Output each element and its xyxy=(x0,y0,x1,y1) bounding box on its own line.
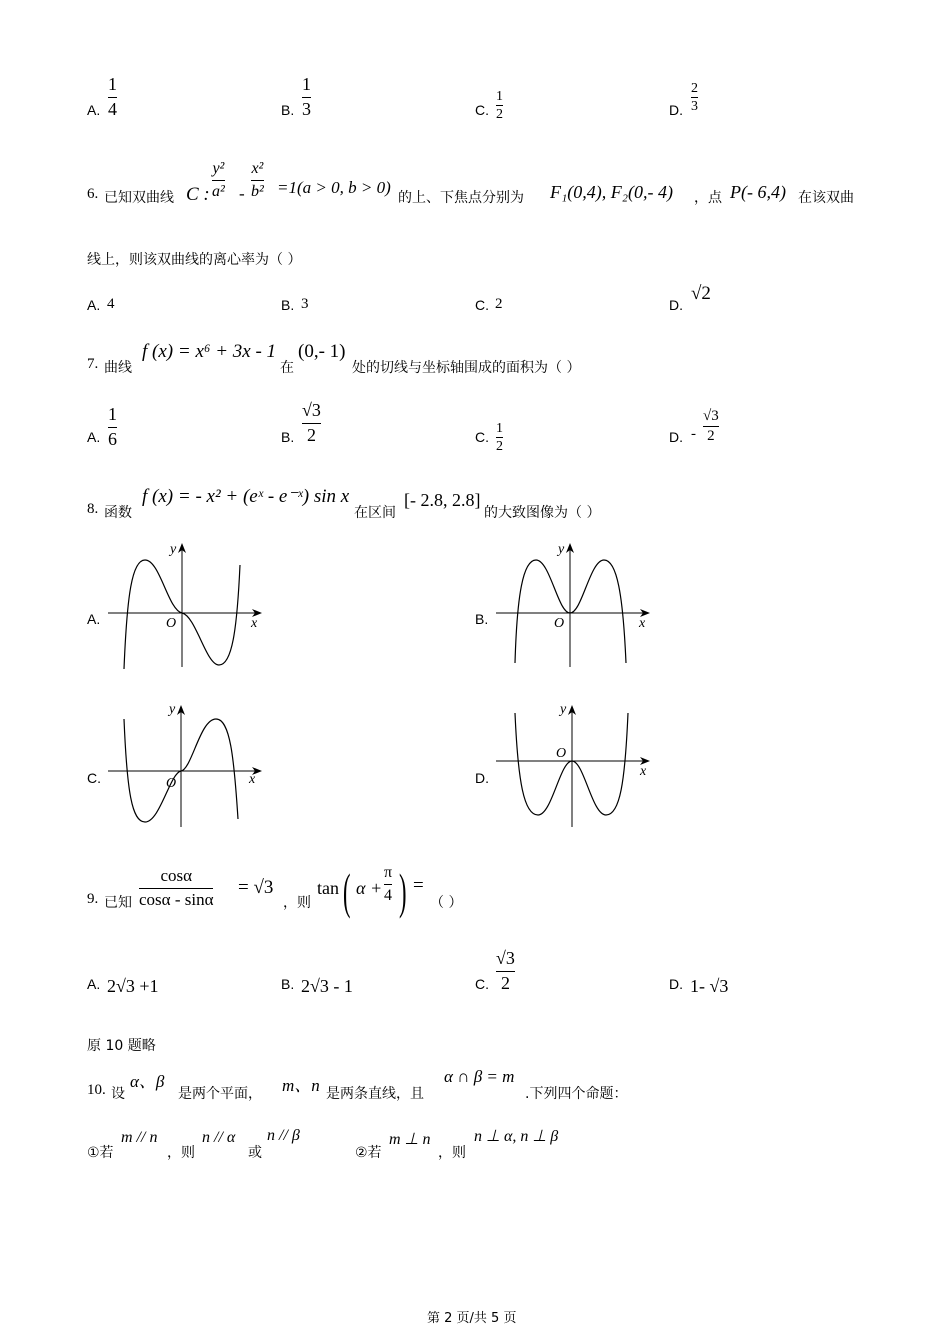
q9-option-b-label: B. xyxy=(281,976,295,992)
q6-option-b-label: B. xyxy=(281,297,295,313)
q10-planes: α、β xyxy=(130,1072,165,1091)
q10-p1-result-1: n // α xyxy=(202,1129,236,1146)
q7-number: 7. xyxy=(87,356,99,372)
q5-option-a-label: A. xyxy=(87,102,101,118)
q10-proposition-1-prefix: ①若 xyxy=(87,1145,114,1161)
q7-c-denominator: 2 xyxy=(496,439,503,455)
axis-y-label: y xyxy=(170,542,177,557)
q6-frac2-numerator: x² xyxy=(251,160,264,177)
origin-label: O xyxy=(166,616,177,631)
q9-pi-denominator: 4 xyxy=(384,886,393,904)
q6-intro: 已知双曲线 xyxy=(104,190,174,206)
q9-then: ，则 xyxy=(283,895,311,911)
q10-intersection: α ∩ β = m xyxy=(444,1067,515,1086)
q9-c-numerator: √3 xyxy=(496,948,515,968)
q7-a-numerator: 1 xyxy=(108,404,117,424)
origin-label: O xyxy=(556,746,567,761)
q7-option-c-fraction xyxy=(496,421,503,455)
q6-text-foci: 的上、下焦点分别为 xyxy=(398,190,524,206)
q7-option-a-fraction xyxy=(108,405,117,450)
q9-option-a-label: A. xyxy=(87,976,101,992)
q8-graph-d xyxy=(488,697,658,837)
axis-x-label: x xyxy=(639,616,646,631)
q9-option-c-fraction xyxy=(496,949,515,994)
q6-number: 6. xyxy=(87,186,99,202)
q5-option-b-label: B. xyxy=(281,102,295,118)
q6-point: P(- 6,4) xyxy=(730,182,786,202)
q6-fraction-x xyxy=(251,160,264,200)
q8-graph-a-label: A. xyxy=(87,611,101,627)
q6-option-b-value: 3 xyxy=(301,296,309,312)
q5-option-b-fraction xyxy=(302,75,311,120)
q9-pi-numerator: π xyxy=(384,864,393,881)
axis-x-label: x xyxy=(249,772,256,787)
q9-equals: = xyxy=(413,875,424,896)
q9-c-denominator: 2 xyxy=(500,972,510,993)
q8-interval-text: 在区间 xyxy=(354,505,396,521)
q5-a-denominator: 4 xyxy=(108,98,117,119)
q10-lines: m、n xyxy=(282,1076,320,1095)
q7-a-denominator: 6 xyxy=(108,428,117,449)
q9-tan: tan xyxy=(317,878,339,898)
q9-intro: 已知 xyxy=(104,895,132,911)
q9-option-a-value: 2√3 +1 xyxy=(107,976,159,996)
q7-function: f (x) = x⁶ + 3x - 1 xyxy=(142,341,277,362)
q8-number: 8. xyxy=(87,501,99,517)
q5-option-d-fraction xyxy=(691,81,698,115)
q6-option-c-label: C. xyxy=(475,297,489,313)
q6-curve-name: C : xyxy=(186,184,210,205)
q6-question-line2: 线上，则该双曲线的离心率为（ ） xyxy=(87,252,302,268)
q6-option-a-value: 4 xyxy=(107,296,115,312)
q6-option-c-value: 2 xyxy=(495,296,503,312)
q9-numerator: cosα xyxy=(160,866,193,885)
q10-p1-or: 或 xyxy=(248,1145,262,1161)
q8-graph-c-label: C. xyxy=(87,770,101,786)
q7-option-b-label: B. xyxy=(281,429,295,445)
q10-p2-result: n ⊥ α, n ⊥ β xyxy=(474,1128,559,1145)
q6-option-d-label: D. xyxy=(669,297,683,313)
q7-c-numerator: 1 xyxy=(496,421,503,436)
axis-y-label: y xyxy=(169,702,176,717)
q10-intro: 设 xyxy=(111,1086,125,1102)
q9-alpha-plus: α + xyxy=(356,878,383,898)
q5-b-numerator: 1 xyxy=(302,74,311,94)
q6-option-a-label: A. xyxy=(87,297,101,313)
origin-label: O xyxy=(554,616,565,631)
axis-y-label: y xyxy=(558,542,565,557)
q8-text-end: 的大致图像为（ ） xyxy=(484,505,601,521)
q6-frac1-numerator: y² xyxy=(212,160,225,177)
q6-foci: F₁(0,4), F₂(0,- 4) xyxy=(550,182,673,202)
q8-graph-a xyxy=(100,535,270,675)
q7-at: 在 xyxy=(280,360,294,376)
q7-point: (0,- 1) xyxy=(298,341,346,362)
q9-denominator: cosα - sinα xyxy=(139,889,214,909)
q6-minus: - xyxy=(239,184,245,203)
q10-omitted-note: 原 10 题略 xyxy=(87,1038,156,1054)
q7-option-b-fraction xyxy=(302,401,321,446)
q5-c-denominator: 2 xyxy=(496,107,503,123)
q9-answer-paren: （ ） xyxy=(430,895,463,911)
q10-p1-condition: m // n xyxy=(121,1129,158,1146)
q6-text-end: 在该双曲 xyxy=(798,190,854,206)
axis-y-label: y xyxy=(560,702,567,717)
q10-p1-then: ，则 xyxy=(167,1145,195,1161)
q10-number: 10. xyxy=(87,1082,106,1098)
q10-p2-then: ，则 xyxy=(438,1145,466,1161)
q7-b-denominator: 2 xyxy=(306,424,316,445)
q5-a-numerator: 1 xyxy=(108,74,117,94)
q7-intro: 曲线 xyxy=(104,360,132,376)
q7-option-a-label: A. xyxy=(87,429,101,445)
q10-proposition-2-prefix: ②若 xyxy=(355,1145,382,1161)
q9-fraction xyxy=(139,867,213,909)
q7-option-d-sign: - xyxy=(691,426,696,442)
q5-option-c-label: C. xyxy=(475,102,489,118)
axis-x-label: x xyxy=(251,616,258,631)
q6-fraction-y xyxy=(212,160,225,200)
axis-x-label: x xyxy=(640,764,647,779)
q7-option-c-label: C. xyxy=(475,429,489,445)
q6-option-d-value: √2 xyxy=(691,283,711,304)
q5-d-denominator: 3 xyxy=(691,99,698,115)
q9-equals-root3: = √3 xyxy=(238,877,274,898)
q7-d-denominator: 2 xyxy=(707,427,715,444)
q9-number: 9. xyxy=(87,891,99,907)
q10-p2-condition: m ⊥ n xyxy=(389,1131,431,1148)
q9-option-d-value: 1- √3 xyxy=(690,976,729,996)
q8-graph-c xyxy=(100,697,270,837)
q5-option-d-label: D. xyxy=(669,102,683,118)
q9-paren-right: ) xyxy=(399,863,407,919)
q6-text-point: ，点 xyxy=(694,190,722,206)
q6-condition: =1(a > 0, b > 0) xyxy=(277,178,391,197)
q10-text-end: .下列四个命题： xyxy=(525,1086,628,1102)
q5-d-numerator: 2 xyxy=(691,81,698,96)
q8-interval: [- 2.8, 2.8] xyxy=(404,490,481,510)
q7-b-numerator: √3 xyxy=(302,400,321,420)
q5-option-a-fraction xyxy=(108,75,117,120)
q8-graph-b-label: B. xyxy=(475,611,489,627)
q9-pi-fraction xyxy=(384,864,392,904)
q8-graph-d-label: D. xyxy=(475,770,489,786)
q7-d-numerator: √3 xyxy=(703,408,719,424)
q7-option-d-label: D. xyxy=(669,429,683,445)
q9-option-c-label: C. xyxy=(475,976,489,992)
q5-c-numerator: 1 xyxy=(496,89,503,104)
q9-option-d-label: D. xyxy=(669,976,683,992)
page-footer: 第 2 页/共 5 页 xyxy=(427,1311,517,1326)
q5-b-denominator: 3 xyxy=(302,98,311,119)
q10-planes-text: 是两个平面， xyxy=(178,1086,262,1102)
q10-p1-result-2: n // β xyxy=(267,1127,300,1144)
q7-text-end: 处的切线与坐标轴围成的面积为（ ） xyxy=(352,360,581,376)
q10-lines-text: 是两条直线，且 xyxy=(326,1086,424,1102)
origin-label: O xyxy=(166,776,177,791)
q7-option-d-fraction xyxy=(703,408,719,444)
q5-option-c-fraction xyxy=(496,89,503,123)
q6-frac1-denominator: a² xyxy=(212,182,225,200)
q9-paren-left: ( xyxy=(343,863,351,919)
q8-intro: 函数 xyxy=(104,505,132,521)
q9-option-b-value: 2√3 - 1 xyxy=(301,976,353,996)
q8-function: f (x) = - x² + (eˣ - e⁻ˣ) sin x xyxy=(142,486,350,507)
q6-frac2-denominator: b² xyxy=(251,182,264,200)
q8-graph-b xyxy=(488,535,658,675)
